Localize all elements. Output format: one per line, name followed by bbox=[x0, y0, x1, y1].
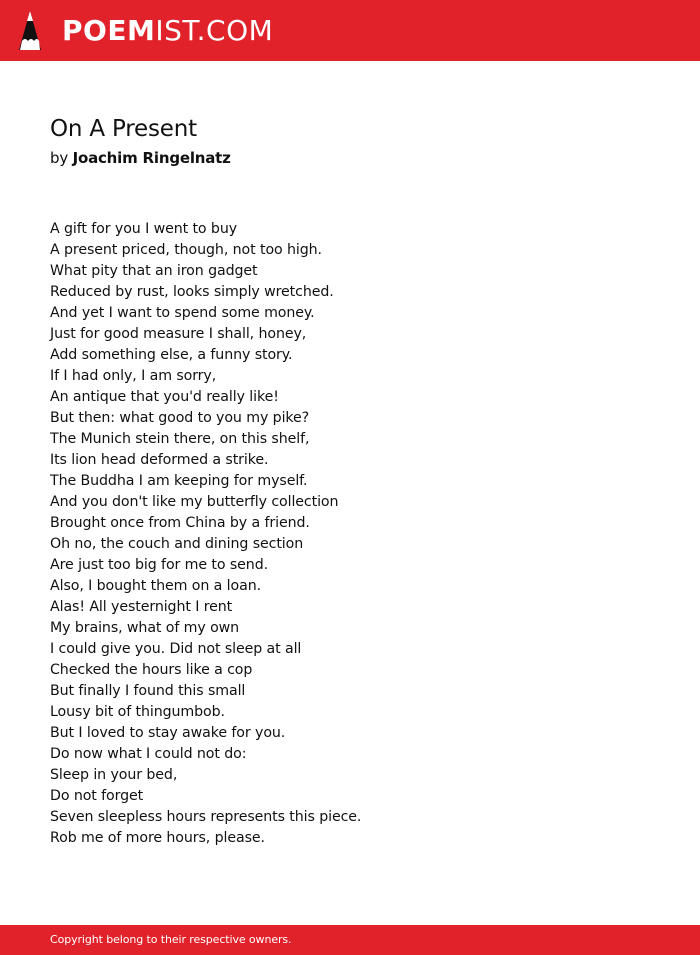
poem-line: What pity that an iron gadget bbox=[50, 263, 258, 279]
author-name: Joachim Ringelnatz bbox=[72, 149, 231, 167]
poem-line: Do now what I could not do: bbox=[50, 746, 247, 762]
pencil-icon bbox=[18, 10, 42, 52]
poem-line: Also, I bought them on a loan. bbox=[50, 578, 261, 594]
poem-title: On A Present bbox=[50, 116, 197, 142]
poem-line: But then: what good to you my pike? bbox=[50, 410, 310, 426]
poem-line: A gift for you I went to buy bbox=[50, 221, 238, 237]
site-logo[interactable] bbox=[18, 10, 273, 52]
poem-line: Alas! All yesternight I rent bbox=[50, 599, 233, 615]
poem-line: A present priced, though, not too high. bbox=[50, 242, 322, 258]
poem-line: My brains, what of my own bbox=[50, 620, 240, 636]
poem-line: An antique that you'd really like! bbox=[50, 389, 279, 405]
poem-line: But finally I found this small bbox=[50, 683, 246, 699]
poem-body bbox=[50, 219, 361, 849]
poem-line: Just for good measure I shall, honey, bbox=[50, 326, 307, 342]
copyright-notice: Copyright belong to their respective owners. bbox=[50, 933, 292, 946]
poem-line: Do not forget bbox=[50, 788, 144, 804]
poem-line: I could give you. Did not sleep at all bbox=[50, 641, 302, 657]
site-footer bbox=[0, 925, 700, 955]
logo-wordmark-light: IST.COM bbox=[155, 14, 274, 47]
logo-wordmark bbox=[62, 10, 273, 52]
byline bbox=[50, 149, 231, 167]
poem-line: Lousy bit of thingumbob. bbox=[50, 704, 225, 720]
poem-line: But I loved to stay awake for you. bbox=[50, 725, 286, 741]
poem-line: Its lion head deformed a strike. bbox=[50, 452, 269, 468]
poem-line: Sleep in your bed, bbox=[50, 767, 178, 783]
poem-line: Seven sleepless hours represents this piece. bbox=[50, 809, 362, 825]
poem-line: Oh no, the couch and dining section bbox=[50, 536, 304, 552]
poem-line: Rob me of more hours, please. bbox=[50, 830, 265, 846]
poem-line: And you don't like my butterfly collection bbox=[50, 494, 339, 510]
poem-line: Are just too big for me to send. bbox=[50, 557, 269, 573]
poem-line: And yet I want to spend some money. bbox=[50, 305, 315, 321]
by-label: by bbox=[50, 149, 68, 167]
poem-line: If I had only, I am sorry, bbox=[50, 368, 217, 384]
site-header bbox=[0, 0, 700, 61]
poem-line: The Munich stein there, on this shelf, bbox=[50, 431, 310, 447]
poem-line: Reduced by rust, looks simply wretched. bbox=[50, 284, 334, 300]
poem-line: Checked the hours like a cop bbox=[50, 662, 253, 678]
logo-wordmark-bold: POEM bbox=[62, 14, 156, 47]
poem-line: Brought once from China by a friend. bbox=[50, 515, 310, 531]
poem-line: The Buddha I am keeping for myself. bbox=[50, 473, 308, 489]
poem-line: Add something else, a funny story. bbox=[50, 347, 293, 363]
